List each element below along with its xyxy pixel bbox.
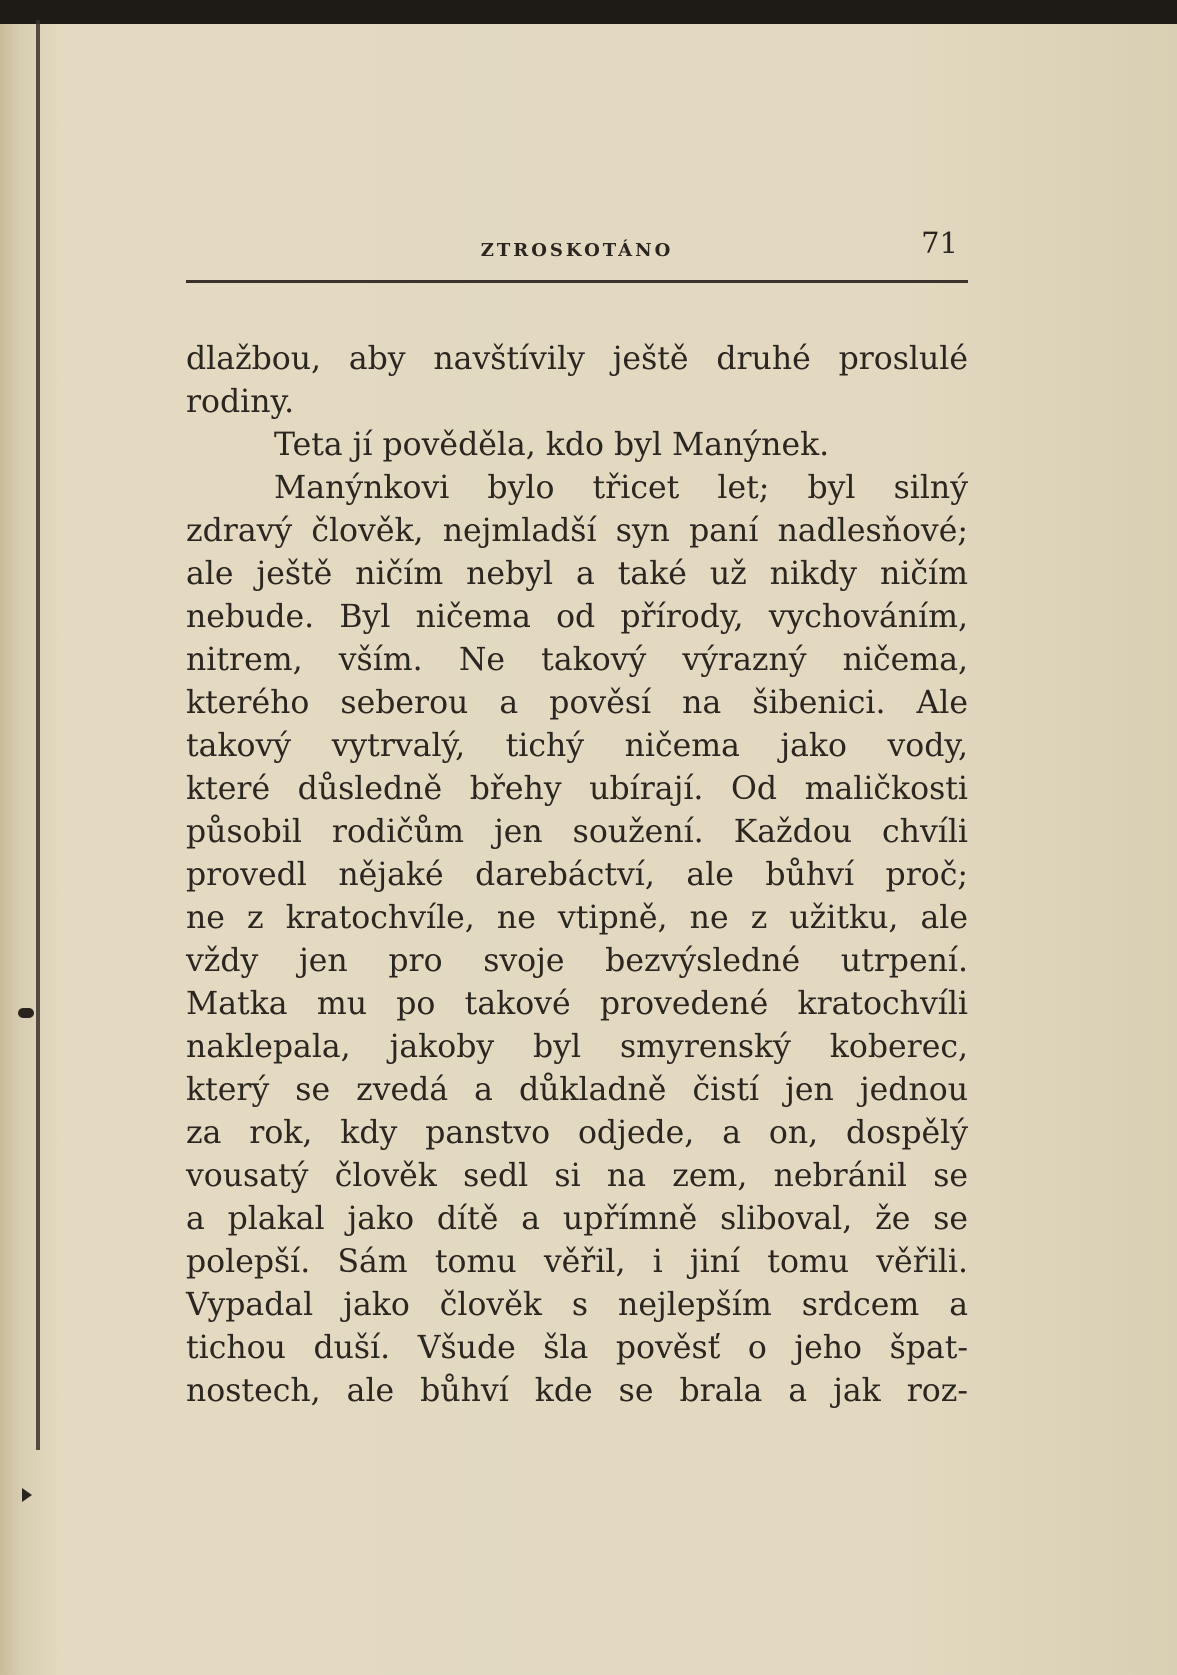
body-text [186, 338, 968, 1413]
text-line: vždy jen pro svoje bezvýsledné utrpení. [186, 943, 968, 979]
text-line: nebude. Byl ničema od přírody, vychováním, [186, 599, 968, 635]
text-line: takový vytrvalý, tichý ničema jako vody, [186, 728, 968, 764]
text-line: rodiny. [186, 384, 295, 420]
binding-edge [36, 20, 40, 1450]
text-line: tichou duší. Všude šla pověsť o jeho špat- [186, 1330, 968, 1366]
text-line: provedl nějaké darebáctví, ale bůhví proč; [186, 857, 968, 893]
scan-border [0, 0, 1177, 24]
text-line: Matka mu po takové provedené kratochvíli [186, 986, 968, 1022]
text-line: za rok, kdy panstvo odjede, a on, dospělý [186, 1115, 968, 1151]
running-header [186, 226, 968, 262]
text-line: Vypadal jako člověk s nejlepším srdcem a [186, 1287, 968, 1323]
binding-marker-triangle [22, 1488, 32, 1502]
text-line: dlažbou, aby navštívily ještě druhé proslulé [186, 341, 968, 377]
binding-mark [18, 1008, 34, 1018]
header-rule [186, 280, 968, 283]
text-line: které důsledně břehy ubírají. Od maličkosti [186, 771, 968, 807]
text-line: Teta jí pověděla, kdo byl Manýnek. [274, 427, 830, 463]
text-line: který se zvedá a důkladně čistí jen jednou [186, 1072, 968, 1108]
text-line: nostech, ale bůhví kde se brala a jak roz- [186, 1373, 968, 1409]
text-line: zdravý člověk, nejmladší syn paní nadlesňové; [186, 513, 968, 549]
page-number: 71 [921, 226, 958, 260]
text-line: kterého seberou a pověsí na šibenici. Ale [186, 685, 968, 721]
text-line: ale ještě ničím nebyl a také už nikdy ničím [186, 556, 968, 592]
text-line: a plakal jako dítě a upřímně sliboval, že se [186, 1201, 968, 1237]
text-line: naklepala, jakoby byl smyrenský koberec, [186, 1029, 968, 1065]
text-line: Manýnkovi bylo třicet let; byl silný [274, 470, 968, 506]
text-line: nitrem, vším. Ne takový výrazný ničema, [186, 642, 968, 678]
running-title: ZTROSKOTÁNO [480, 240, 674, 261]
text-line: vousatý člověk sedl si na zem, nebránil se [186, 1158, 968, 1194]
text-line: ne z kratochvíle, ne vtipně, ne z užitku, ale [186, 900, 968, 936]
text-line: polepší. Sám tomu věřil, i jiní tomu věřili. [186, 1244, 968, 1280]
text-line: působil rodičům jen soužení. Každou chvíli [186, 814, 968, 850]
